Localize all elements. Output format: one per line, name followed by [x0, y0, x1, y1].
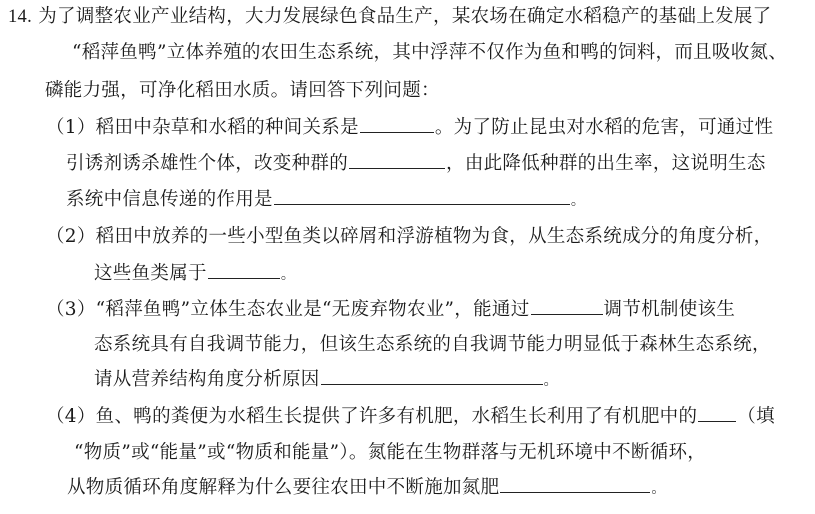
stem-text-2: “稻萍鱼鸭”立体养殖的农田生态系统，其中浮萍不仅作为鱼和鸭的饲料，而且吸收氮、	[72, 42, 788, 63]
part-3-text-1b: 调节机制使该生	[603, 299, 736, 320]
answer-blank-4[interactable]	[208, 263, 280, 279]
part-1-line-2	[66, 153, 766, 175]
stem-line-3	[45, 80, 440, 102]
part-1-text-1b: 。为了防止昆虫对水稻的危害，可通过性	[434, 117, 774, 138]
part-3-label: （3）	[46, 299, 96, 320]
part-4-line-1	[46, 406, 775, 428]
answer-blank-2[interactable]	[349, 153, 445, 169]
part-3-text-2a: 态系统具有自我调节能力，但该生态系统的自我调节能力明显低于森林生态系统，	[94, 334, 771, 355]
answer-blank-6[interactable]	[321, 369, 543, 385]
answer-blank-8[interactable]	[500, 477, 650, 493]
part-1-text-3b: 。	[570, 193, 586, 209]
answer-blank-7[interactable]	[698, 406, 736, 422]
part-4-line-2	[74, 442, 706, 464]
part-4-text-3b: 。	[651, 481, 666, 497]
part-1-text-3a: 系统中信息传递的作用是	[66, 189, 273, 210]
stem-line-2	[72, 42, 787, 64]
part-4-text-3a: 从物质循环角度解释为什么要往农田中不断施加氮肥	[67, 477, 500, 498]
part-4-text-1b: （填	[737, 406, 775, 427]
part-4-text-2a: “物质”或“能量”或“物质和能量”）。氮能在生物群落与无机环境中不断循环，	[74, 442, 707, 463]
stem-text-3: 磷能力强，可净化稻田水质。请回答下列问题：	[45, 80, 440, 101]
question-number: 14.	[8, 7, 33, 27]
part-2-label: （2）	[46, 226, 96, 247]
part-2-line-1	[46, 226, 772, 248]
part-2-text-2b: 。	[280, 267, 296, 283]
answer-blank-5[interactable]	[531, 299, 603, 315]
part-2-line-2	[94, 263, 295, 286]
part-1-text-2a: 引诱剂诱杀雄性个体，改变种群的	[66, 153, 349, 174]
part-3-line-1	[46, 299, 735, 321]
part-1-line-3	[66, 189, 585, 212]
part-3-text-3a: 请从营养结构角度分析原因	[94, 369, 320, 390]
part-4-line-3	[67, 477, 666, 500]
part-1-text-1a: 稻田中杂草和水稻的种间关系是	[95, 117, 359, 138]
answer-blank-1[interactable]	[360, 117, 434, 133]
part-2-text-2a: 这些鱼类属于	[94, 263, 207, 284]
part-1-label: （1）	[46, 117, 96, 138]
stem-line-1	[8, 6, 771, 28]
part-1-line-1	[46, 117, 773, 139]
part-2-text-1a: 稻田中放养的一些小型鱼类以碎屑和浮游植物为食，从生态系统成分的角度分析，	[95, 226, 773, 247]
part-1-text-2b: ，由此降低种群的出生率，这说明生态	[446, 153, 766, 174]
stem-text-1: 为了调整农业产业结构，大力发展绿色食品生产，某农场在确定水稻稳产的基础上发展了	[38, 6, 772, 27]
part-3-line-3	[94, 369, 558, 392]
part-4-text-1a: 鱼、鸭的粪便为水稻生长提供了许多有机肥，水稻生长利用了有机肥中的	[95, 406, 698, 427]
answer-blank-3[interactable]	[274, 189, 570, 205]
part-3-text-1a: “稻萍鱼鸭”立体生态农业是“无废弃物农业”，能通过	[95, 299, 530, 320]
part-3-line-2	[94, 334, 771, 356]
part-4-label: （4）	[46, 406, 96, 427]
part-3-text-3b: 。	[543, 373, 558, 389]
